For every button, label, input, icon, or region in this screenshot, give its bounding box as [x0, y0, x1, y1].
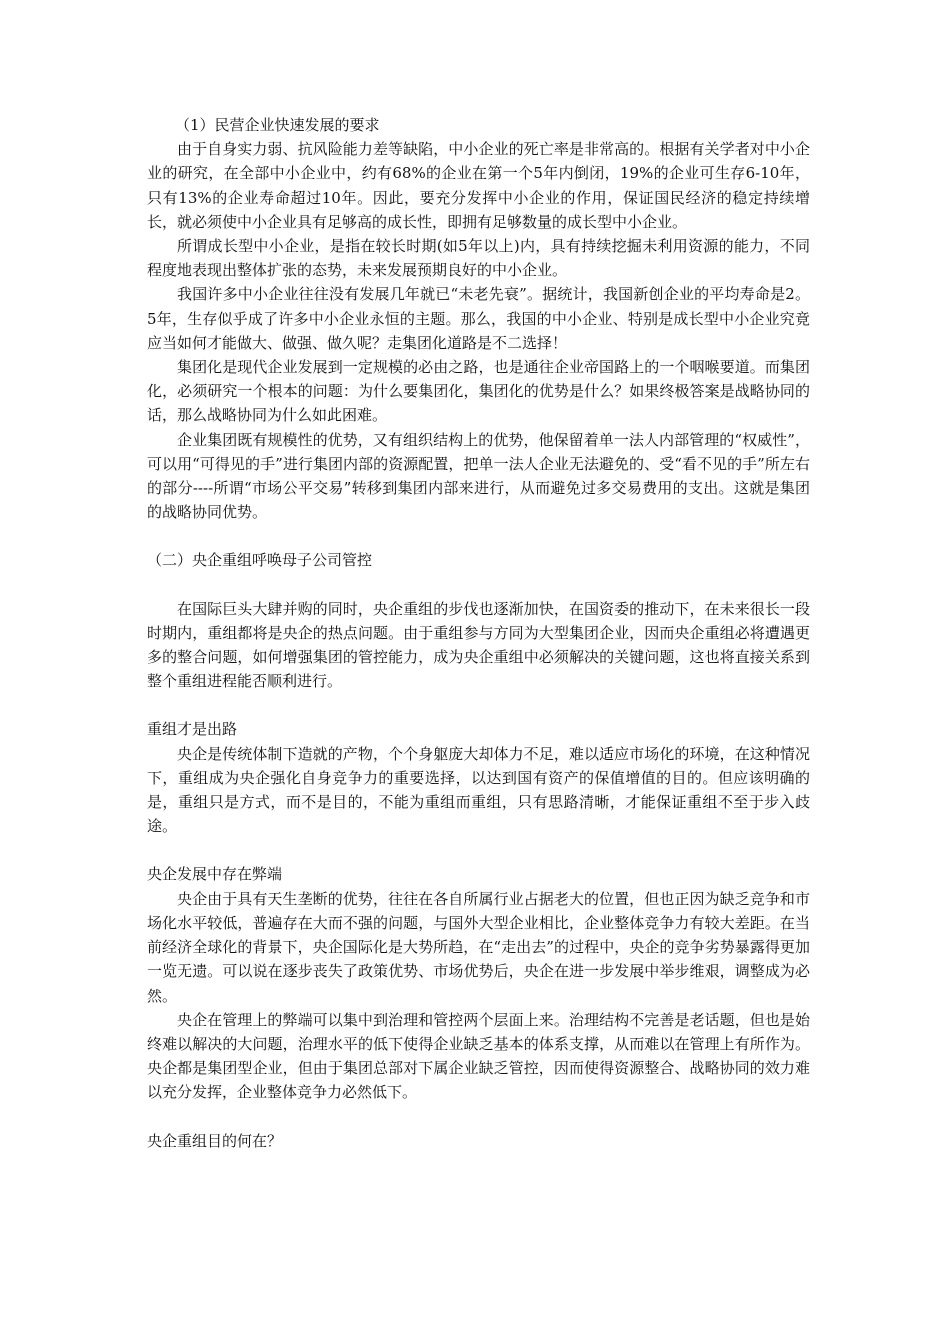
paragraph: 由于自身实力弱、抗风险能力差等缺陷，中小企业的死亡率是非常高的。根据有关学者对中小企业的研究，在全部中小企业中，约有68%的企业在第一个5年内倒闭，19%的企业可生存6-10年，只有13%的企业寿命超过10年。因此，要充分发挥中小企业的作用，保证国民经济的稳定持续增长，就必须使中小企业具有足够高的成长性，即拥有足够数量的成长型中小企业。 — [147, 140, 810, 231]
paragraph: 我国许多中小企业往往没有发展几年就已“未老先衰”。据统计，我国新创企业的平均寿命是2。5年，生存似乎成了许多中小企业永恒的主题。那么，我国的中小企业、特别是成长型中小企业究竟应当如何才能做大、做强、做久呢？走集团化道路是不二选择！ — [147, 285, 810, 352]
paragraph: 所谓成长型中小企业，是指在较长时期(如5年以上)内，具有持续挖掘未利用资源的能力，不同程度地表现出整体扩张的态势，未来发展预期良好的中小企业。 — [147, 237, 810, 280]
section-heading-restructuring-way-out: 重组才是出路 — [147, 720, 238, 739]
paragraph: 在国际巨头大肆并购的同时，央企重组的步伐也逐渐加快，在国资委的推动下，在未来很长一段时期内，重组都将是央企的热点问题。由于重组参与方同为大型集团企业，因而央企重组必将遭遇更多的整合问题，如何增强集团的管控能力，成为央企重组中必须解决的关键问题，这也将直接关系到整个重组进程能否顺利进行。 — [147, 599, 810, 691]
section-heading-soe-drawbacks: 央企发展中存在弊端 — [147, 865, 283, 884]
paragraph: 集团化是现代企业发展到一定规模的必由之路，也是通往企业帝国路上的一个咽喉要道。而集团化，必须研究一个根本的问题：为什么要集团化，集团化的优势是什么？如果终极答案是战略协同的话，那么战略协同为什么如此困难。 — [147, 358, 810, 425]
paragraph: 企业集团既有规模性的优势，又有组织结构上的优势，他保留着单一法人内部管理的“权威性”，可以用“可得见的手”进行集团内部的资源配置，把单一法人企业无法避免的、受“看不见的手”所左右的部分----所谓“市场公平交易”转移到集团内部来进行，从而避免过多交易费用的支出。这就是集团的战略协同优势。 — [147, 430, 810, 522]
section-heading-restructuring-purpose: 央企重组目的何在？ — [147, 1131, 283, 1150]
section-heading-soe-restructuring: （二）央企重组呼唤母子公司管控 — [147, 551, 373, 570]
paragraph: 央企在管理上的弊端可以集中到治理和管控两个层面上来。治理结构不完善是老话题，但也是始终难以解决的大问题，治理水平的低下使得企业缺乏基本的体系支撑，从而难以在管理上有所作为。央企都是集团型企业，但由于集团总部对下属企业缺乏管控，因而使得资源整合、战略协同的效力难以充分发挥，企业整体竞争力必然低下。 — [147, 1010, 810, 1102]
paragraph: 央企由于具有天生垄断的优势，往往在各自所属行业占据老大的位置，但也正因为缺乏竞争和市场化水平较低，普遍存在大而不强的问题，与国外大型企业相比，企业整体竞争力有较大差距。在当前经济全球化的背景下，央企国际化是大势所趋，在“走出去”的过程中，央企的竞争劣势暴露得更加一览无遗。可以说在逐步丧失了政策优势、市场优势后，央企在进一步发展中举步维艰，调整成为必然。 — [147, 889, 810, 1005]
document-page — [147, 113, 810, 1153]
section-heading-private-enterprise: （1）民营企业快速发展的要求 — [175, 116, 380, 134]
paragraph: 央企是传统体制下造就的产物，个个身躯庞大却体力不足，难以适应市场化的环境，在这种情况下，重组成为央企强化自身竞争力的重要选择，以达到国有资产的保值增值的目的。但应该明确的是，重组只是方式，而不是目的，不能为重组而重组，只有思路清晰，才能保证重组不至于步入歧途。 — [147, 744, 810, 836]
